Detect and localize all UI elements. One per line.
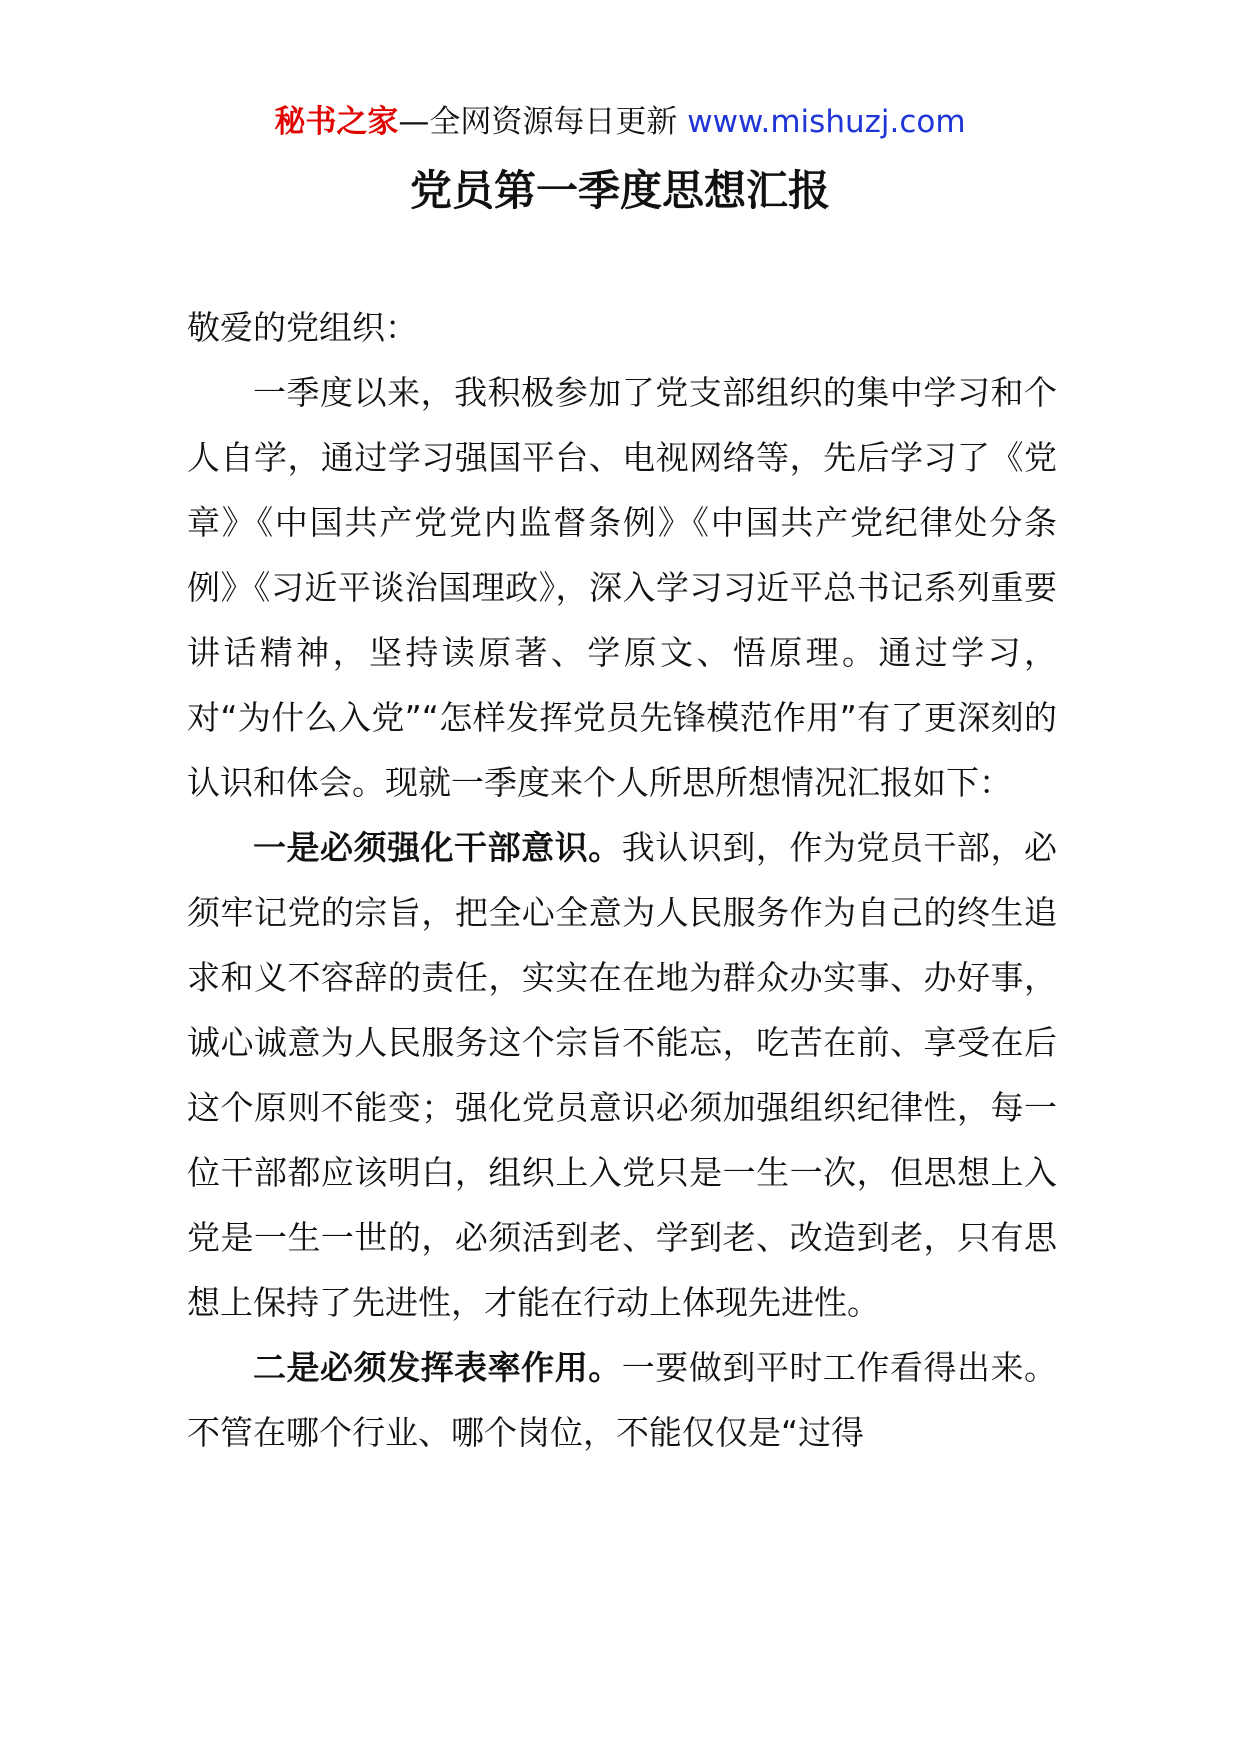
paragraph-lead: 二是必须发挥表率作用。 bbox=[253, 1348, 622, 1387]
salutation: 敬爱的党组织： bbox=[187, 308, 418, 347]
paragraph-text: 一季度以来，我积极参加了党支部组织的集中学习和个人自学，通过学习强国平台、电视网络等，先后学习了《党章》《中国共产党党内监督条例》《中国共产党纪律处分条例》《习近平谈治国理政》，深入学习习近平总书记系列重要讲话精神，坚持读原著、学原文、悟原理。通过学习，对“为什么入党”“怎样发挥党员先锋模范作用”有了更深刻的认识和体会。现就一季度来个人所思所想情况汇报如下： bbox=[187, 373, 1057, 802]
paragraph-point-one bbox=[187, 815, 1057, 1335]
paragraph-point-two bbox=[187, 1335, 1057, 1465]
paragraph-lead: 一是必须强化干部意识。 bbox=[253, 828, 622, 867]
watermark-tagline: —全网资源每日更新 bbox=[398, 104, 688, 140]
document-title: 党员第一季度思想汇报 bbox=[409, 166, 830, 215]
paragraph-text: 我认识到，作为党员干部，必须牢记党的宗旨，把全心全意为人民服务作为自己的终生追求和义不容辞的责任，实实在在地为群众办实事、办好事，诚心诚意为人民服务这个宗旨不能忘，吃苦在前、享受在后这个原则不能变；强化党员意识必须加强组织纪律性，每一位干部都应该明白，组织上入党只是一生一次，但思想上入党是一生一世的，必须活到老、学到老、改造到老，只有思想上保持了先进性，才能在行动上体现先进性。 bbox=[187, 828, 1058, 1322]
watermark-brand: 秘书之家 bbox=[274, 104, 399, 140]
watermark-url: www.mishuzj.com bbox=[687, 104, 966, 140]
paragraph-intro bbox=[187, 360, 1057, 815]
paragraph-text: 一要做到平时工作看得出来。不管在哪个行业、哪个岗位，不能仅仅是“过得 bbox=[187, 1348, 1058, 1452]
site-watermark bbox=[0, 100, 1240, 144]
document-body bbox=[187, 295, 1057, 1465]
